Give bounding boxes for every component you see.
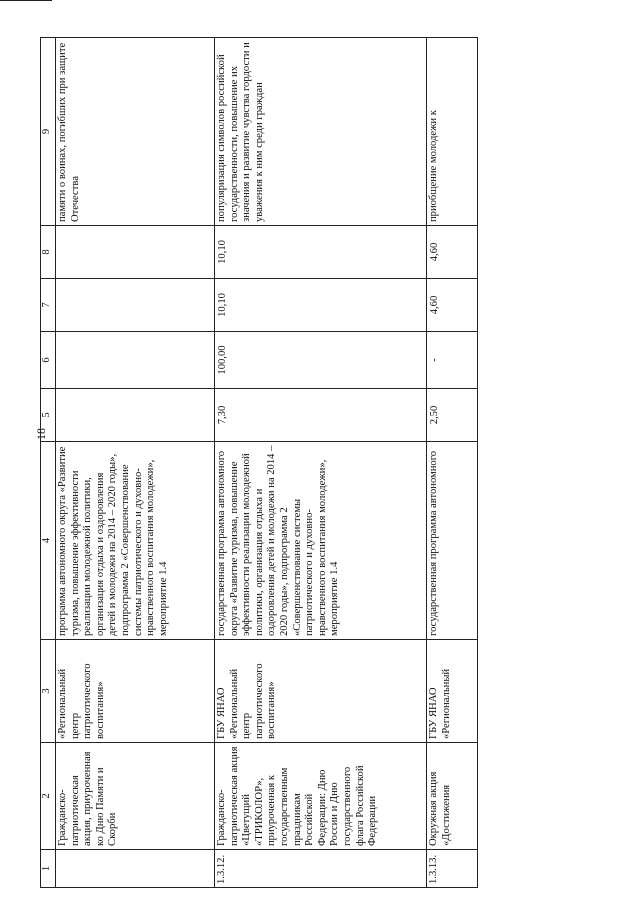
event-name: Гражданско-патриотическая акция «Цветущий «ТРИКОЛОР», приуроченная к государственным праздникам Российской Федерации: Дню России и Дню государственного флага Российской Федерации <box>215 743 427 850</box>
header-cell: 8 <box>41 226 56 279</box>
value-cell <box>56 279 215 332</box>
header-cell: 5 <box>41 389 56 442</box>
event-name: Окружная акция «Достижения <box>427 743 478 850</box>
row-number: 1.3.13. <box>427 850 478 888</box>
expected-result: популяризация символов российской государственности, повышение их значения и развитие чувства гордости и уважения к ним среди граждан <box>215 38 427 226</box>
header-cell: 9 <box>41 38 56 226</box>
header-cell: 7 <box>41 279 56 332</box>
row-number <box>56 850 215 888</box>
rotated-table-wrapper <box>40 38 573 888</box>
value-cell: 4,60 <box>427 279 478 332</box>
page-number: 18 <box>34 428 48 440</box>
value-cell: 100,00 <box>215 332 427 389</box>
expected-result: приобщение молодежи к <box>427 38 478 226</box>
value-cell: 10,10 <box>215 279 427 332</box>
header-cell: 4 <box>41 442 56 640</box>
executor: ГБУ ЯНАО «Региональный <box>427 640 478 743</box>
table-row <box>215 38 427 888</box>
events-table <box>40 37 478 888</box>
funding-program: государственная программа автономного округа «Развитие туризма, повышение эффективности реализации молодежной политики, организация отдыха и оздоровления детей и молодежи на 2014 – 2020 годы», подпрограмма 2 «Совершенствование системы патриотического и духовно-нравственного воспитания молодежи», мероприятие 1.4 <box>215 442 427 640</box>
executor: ГБУ ЯНАО «Региональный центр патриотического воспитания» <box>215 640 427 743</box>
value-cell: 4,60 <box>427 226 478 279</box>
top-rule <box>0 0 52 1</box>
value-cell: 10,10 <box>215 226 427 279</box>
table-row <box>427 38 478 888</box>
header-cell: 1 <box>41 850 56 888</box>
funding-program: государственная программа автономного <box>427 442 478 640</box>
value-cell: 7,30 <box>215 389 427 442</box>
value-cell <box>56 226 215 279</box>
table-row <box>56 38 215 888</box>
funding-program: программа автономного округа «Развитие туризма, повышение эффективности реализации молодежной политики, организация отдыха и оздоровления детей и молодежи на 2014 – 2020 годы», подпрограмма 2 «Совершенствование системы патриотического и духовно-нравственного воспитания молодежи», мероприятие 1.4 <box>56 442 215 640</box>
row-number: 1.3.12. <box>215 850 427 888</box>
event-name: Гражданско-патриотическая акция, приуроченная ко Дню Памяти и Скорби <box>56 743 215 850</box>
header-cell: 3 <box>41 640 56 743</box>
value-cell: - <box>427 332 478 389</box>
value-cell <box>56 389 215 442</box>
header-cell: 2 <box>41 743 56 850</box>
header-cell: 6 <box>41 332 56 389</box>
value-cell <box>56 332 215 389</box>
expected-result: памяти о воинах, погибших при защите Отечества <box>56 38 215 226</box>
value-cell: 2,50 <box>427 389 478 442</box>
header-row <box>41 38 56 888</box>
executor: «Региональный центр патриотического воспитания» <box>56 640 215 743</box>
